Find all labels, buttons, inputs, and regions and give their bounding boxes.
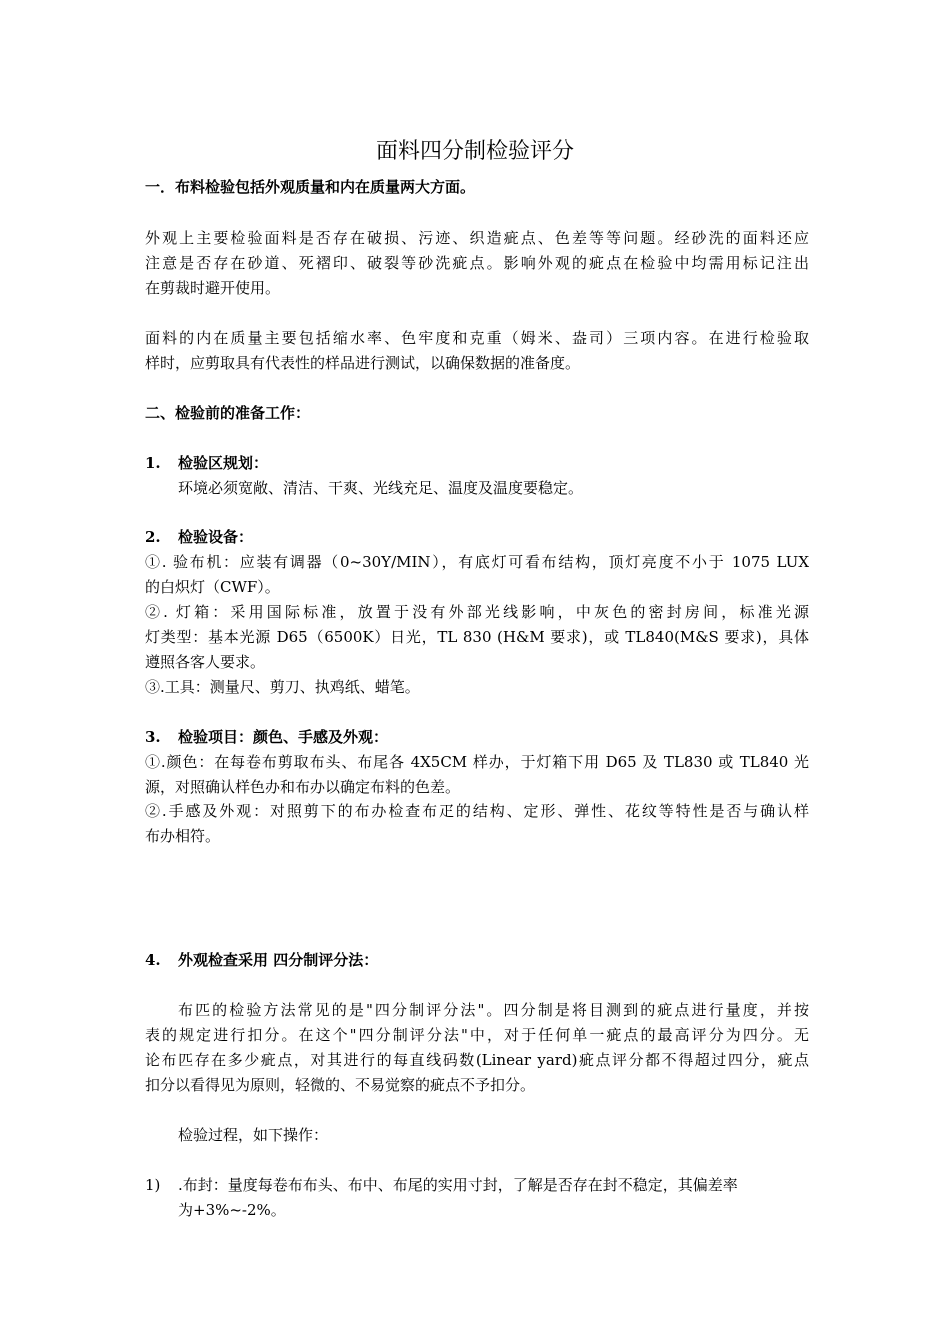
item-number: 4. bbox=[145, 951, 161, 969]
step-1-line bbox=[145, 1175, 809, 1195]
step-number: 1) bbox=[145, 1176, 161, 1194]
item-title: 检验项目：颜色、手感及外观： bbox=[178, 728, 389, 746]
step-1-line: 为+3%~-2%。 bbox=[178, 1201, 286, 1219]
item-2-line: 遵照各客人要求。 bbox=[145, 653, 266, 671]
item-3-line: ②.手感及外观：对照剪下的布办检查布疋的结构、定形、弹性、花纹等特性是否与确认样 bbox=[145, 802, 809, 820]
item-3-line: ①.颜色：在每卷布剪取布头、布尾各 4X5CM 样办，于灯箱下用 D65 及 TL830 或 TL840 光 bbox=[145, 753, 809, 771]
process-intro: 检验过程，如下操作： bbox=[178, 1126, 329, 1144]
item-number: 2. bbox=[145, 528, 161, 546]
item-4-line: 扣分以看得见为原则，轻微的、不易觉察的疵点不予扣分。 bbox=[145, 1076, 536, 1094]
step-text: .布封：量度每卷布布头、布中、布尾的实用寸封，了解是否存在封不稳定，其偏差率 bbox=[178, 1176, 738, 1194]
item-number: 1. bbox=[145, 454, 161, 472]
item-2-line: ①. 验布机：应装有调器（0~30Y/MIN），有底灯可看布结构，顶灯亮度不小于 1075 LUX bbox=[145, 553, 809, 571]
item-title: 外观检查采用 四分制评分法： bbox=[178, 951, 379, 969]
item-1-heading bbox=[145, 453, 809, 473]
item-4-line: 布匹的检验方法常见的是"四分制评分法"。四分制是将目测到的疵点进行量度，并按 bbox=[178, 1001, 809, 1019]
page-title: 面料四分制检验评分 bbox=[375, 139, 574, 164]
item-title: 检验设备： bbox=[178, 528, 254, 546]
item-2-line: ③.工具：测量尺、剪刀、执鸡纸、蜡笔。 bbox=[145, 678, 420, 696]
item-2-line: ②. 灯箱：采用国际标准，放置于没有外部光线影响，中灰色的密封房间，标准光源 bbox=[145, 603, 809, 621]
item-4-line: 论布匹存在多少疵点，对其进行的每直线码数(Linear yard)疵点评分都不得超过四分，疵点 bbox=[145, 1051, 809, 1069]
item-1-text: 环境必须宽敞、清洁、干爽、光线充足、温度及温度要稳定。 bbox=[178, 479, 584, 497]
section-1-heading: 一．布料检验包括外观质量和内在质量两大方面。 bbox=[145, 178, 476, 196]
item-4-line: 表的规定进行扣分。在这个"四分制评分法"中，对于任何单一疵点的最高评分为四分。无 bbox=[145, 1026, 809, 1044]
item-2-line: 的白炽灯（CWF）。 bbox=[145, 578, 280, 596]
item-2-heading bbox=[145, 527, 809, 547]
paragraph-line: 外观上主要检验面料是否存在破损、污迹、织造疵点、色差等等问题。经砂洗的面料还应 bbox=[145, 229, 809, 247]
item-4-heading bbox=[145, 950, 809, 970]
section-2-heading: 二、检验前的准备工作： bbox=[145, 404, 311, 422]
paragraph-line: 样时，应剪取具有代表性的样品进行测试，以确保数据的准备度。 bbox=[145, 354, 581, 372]
item-title: 检验区规划： bbox=[178, 454, 269, 472]
paragraph-line: 面料的内在质量主要包括缩水率、色牢度和克重（姆米、盎司）三项内容。在进行检验取 bbox=[145, 329, 809, 347]
paragraph-line: 在剪裁时避开使用。 bbox=[145, 279, 281, 297]
item-3-heading bbox=[145, 727, 809, 747]
item-3-line: 布办相符。 bbox=[145, 827, 221, 845]
item-3-line: 源，对照确认样色办和布办以确定布料的色差。 bbox=[145, 778, 461, 796]
paragraph-line: 注意是否存在砂道、死褶印、破裂等砂洗疵点。影响外观的疵点在检验中均需用标记注出 bbox=[145, 254, 809, 272]
item-number: 3. bbox=[145, 728, 161, 746]
item-2-line: 灯类型：基本光源 D65（6500K）日光，TL 830 (H&M 要求)，或 TL840(M&S 要求)，具体 bbox=[145, 628, 809, 646]
